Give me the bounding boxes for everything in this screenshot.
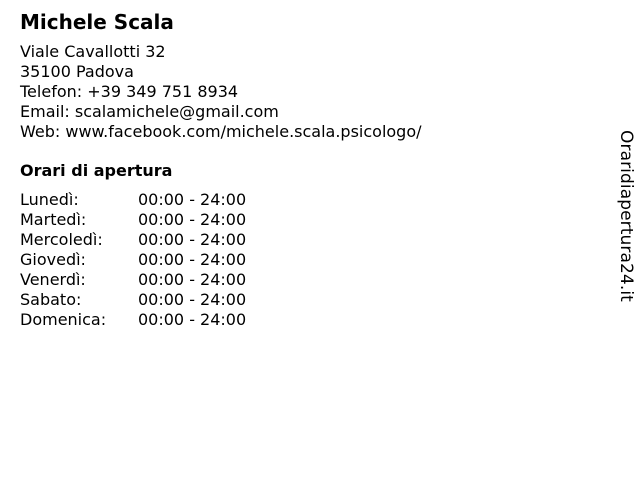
day-label: Martedì: (20, 210, 87, 229)
time-range: 00:00 - 24:00 (138, 210, 247, 229)
web-line: Web: www.facebook.com/michele.scala.psicologo/ (20, 122, 422, 141)
hours-row-saturday (20, 290, 600, 310)
hours-row-friday (20, 270, 600, 290)
day-label: Lunedì: (20, 190, 79, 209)
opening-hours-table (20, 190, 600, 330)
day-label: Domenica: (20, 310, 107, 329)
hours-row-thursday (20, 250, 600, 270)
hours-row-monday (20, 190, 600, 210)
city-postal: 35100 Padova (20, 62, 134, 81)
hours-row-wednesday (20, 230, 600, 250)
business-name: Michele Scala (20, 10, 174, 34)
business-card (20, 10, 600, 330)
day-label: Venerdì: (20, 270, 86, 289)
opening-hours-title: Orari di apertura (20, 161, 173, 180)
email-line: Email: scalamichele@gmail.com (20, 102, 279, 121)
time-range: 00:00 - 24:00 (138, 230, 247, 249)
day-label: Giovedì: (20, 250, 86, 269)
time-range: 00:00 - 24:00 (138, 270, 247, 289)
time-range: 00:00 - 24:00 (138, 290, 247, 309)
time-range: 00:00 - 24:00 (138, 310, 247, 329)
time-range: 00:00 - 24:00 (138, 250, 247, 269)
time-range: 00:00 - 24:00 (138, 190, 247, 209)
brand-watermark: Oraridiapertura24.it (616, 130, 636, 302)
phone-line: Telefon: +39 349 751 8934 (20, 82, 239, 101)
hours-row-sunday (20, 310, 600, 330)
hours-row-tuesday (20, 210, 600, 230)
day-label: Sabato: (20, 290, 82, 309)
street-address: Viale Cavallotti 32 (20, 42, 166, 61)
day-label: Mercoledì: (20, 230, 103, 249)
